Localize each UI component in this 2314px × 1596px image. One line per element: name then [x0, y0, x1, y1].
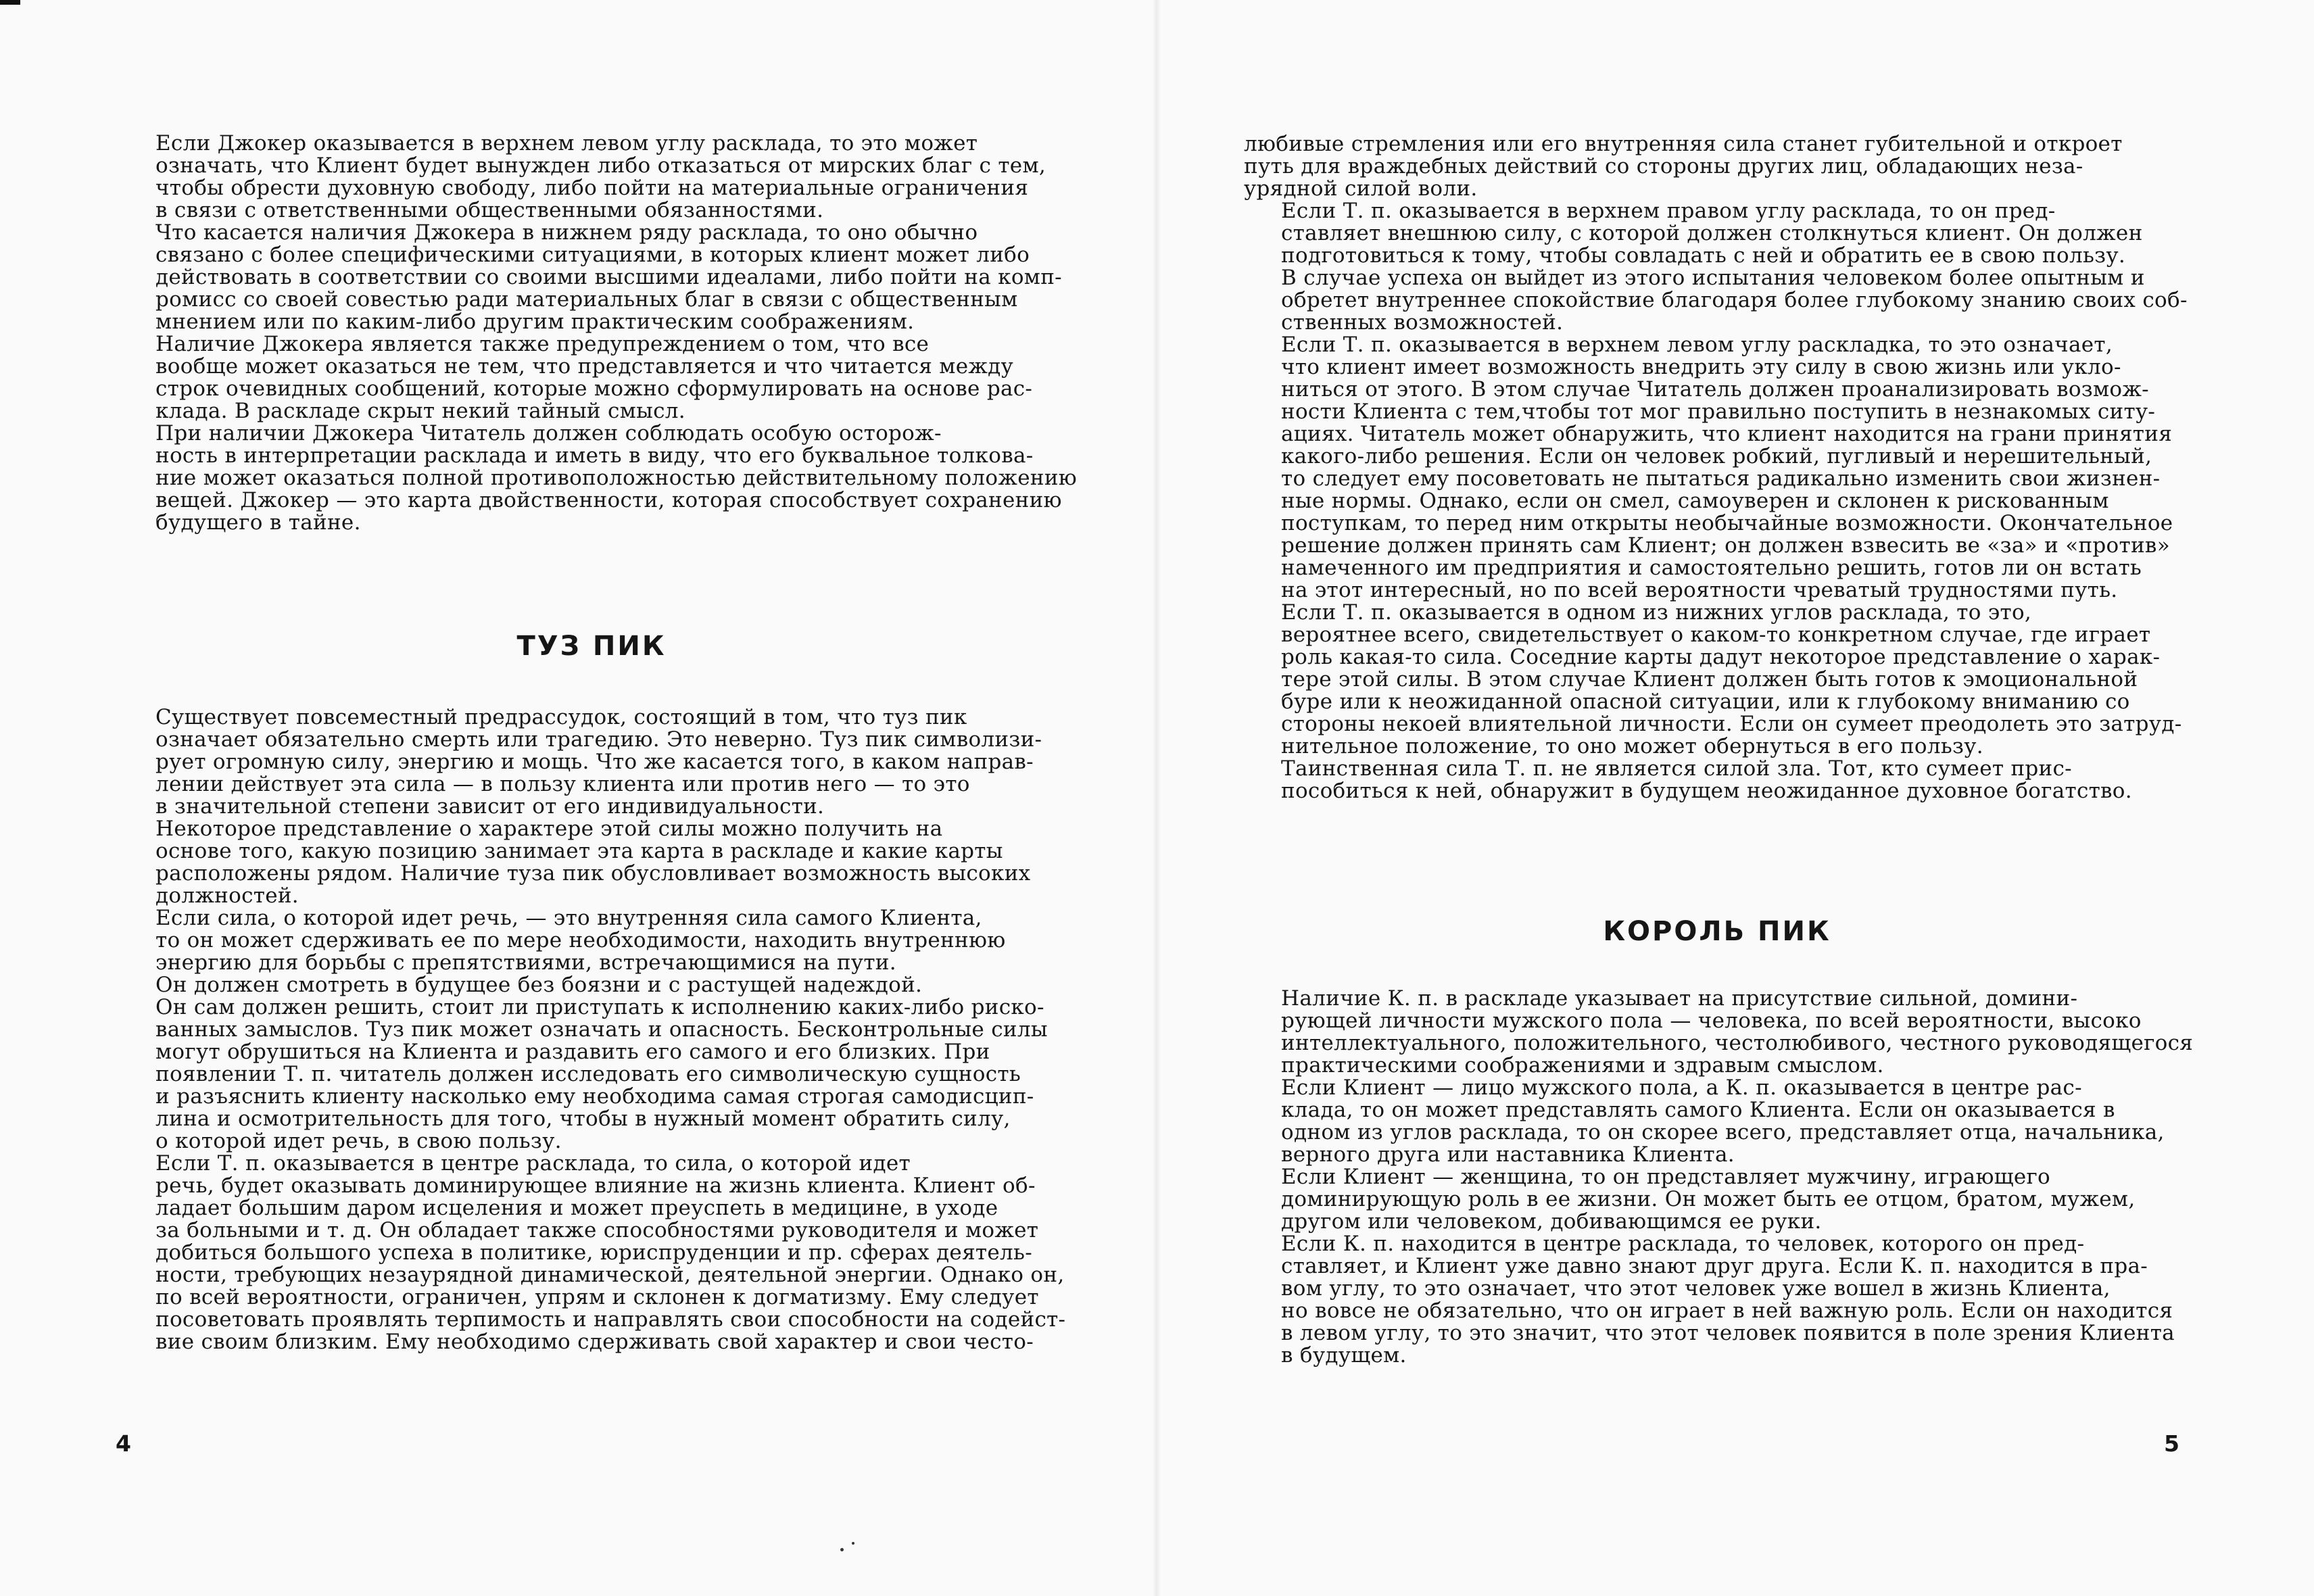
- page-number-left: 4: [116, 1430, 131, 1457]
- paragraph: [1244, 200, 2190, 334]
- text-line: доминирующую роль в ее жизни. Он может быть ее отцом, братом, мужем,: [1281, 1187, 2136, 1211]
- left-top-text: [118, 131, 1078, 535]
- text-line: решение должен принять сам Клиент; он должен взвесить ве «за» и «против»: [1281, 533, 2170, 558]
- text-line: какого-либо решения. Если он человек робкий, пугливый и нерешительный,: [1281, 444, 2152, 468]
- paragraph: [118, 1153, 1065, 1353]
- paragraph: [1244, 1233, 2190, 1367]
- text-line: Если Джокер оказывается в верхнем левом углу расклада, то это может: [155, 131, 978, 155]
- paragraph: [1244, 758, 2190, 802]
- text-line: энергию для борьбы с препятствиями, встречающимися на пути.: [155, 950, 896, 975]
- text-line: ациях. Читатель может обнаружить, что клиент находится на грани принятия: [1281, 422, 2173, 446]
- text-line: связано с более специфическими ситуациями, в которых клиент может либо: [155, 243, 1030, 267]
- text-line: по всей вероятности, ограничен, упрям и склонен к догматизму. Ему следует: [155, 1285, 1039, 1309]
- text-line: речь, будет оказывать доминирующее влияние на жизнь клиента. Клиент об-: [155, 1174, 1036, 1198]
- scan-speck: [840, 1548, 844, 1551]
- text-line: интеллектуального, положительного, честолюбивого, честного руководящегося: [1281, 1031, 2194, 1055]
- text-line: вероятнее всего, свидетельствует о каком-то конкретном случае, где играет: [1281, 623, 2151, 647]
- text-line: ставляет, и Клиент уже давно знают друг друга. Если К. п. находится в пра-: [1281, 1254, 2148, 1278]
- text-line: Если Т. п. оказывается в верхнем левом углу раскладка, то это означает,: [1281, 333, 2113, 357]
- text-line: Наличие Джокера является также предупреждением о том, что все: [155, 332, 930, 356]
- text-line: ние может оказаться полной противоположностью действительному положению: [155, 466, 1078, 490]
- paragraph: [118, 421, 1078, 535]
- text-line: Если Т. п. оказывается в одном из нижних углов расклада, то это,: [1281, 600, 2032, 625]
- text-line: должностей.: [155, 884, 299, 908]
- text-line: ные нормы. Однако, если он смел, самоуверен и склонен к рискованным: [1281, 489, 2109, 513]
- paragraph: [118, 974, 1065, 1153]
- text-line: появлении Т. п. читатель должен исследовать его символическую сущность: [155, 1062, 1021, 1086]
- text-line: за больными и т. д. Он обладает также способностями руководителя и может: [155, 1218, 1039, 1242]
- right-page: [1157, 0, 2314, 1596]
- text-line: о которой идет речь, в свою пользу.: [155, 1129, 562, 1153]
- text-line: поступкам, то перед ним открыты необычайные возможности. Окончательное: [1281, 511, 2173, 535]
- text-line: ставляет внешнюю силу, с которой должен столкнуться клиент. Он должен: [1281, 221, 2143, 245]
- text-line: буре или к неожиданной опасной ситуации, или к глубокому вниманию со: [1281, 690, 2130, 714]
- text-line: Таинственная сила Т. п. не является силой зла. Тот, кто сумеет прис-: [1281, 756, 2072, 781]
- text-line: означает обязательно смерть или трагедию. Это неверно. Туз пик символизи-: [155, 727, 1042, 752]
- text-line: могут обрушиться на Клиента и раздавить его самого и его близких. При: [155, 1040, 990, 1064]
- text-line: В случае успеха он выйдет из этого испытания человеком более опытным и: [1281, 266, 2145, 290]
- paragraph: [1244, 1166, 2190, 1233]
- text-line: ладает большим даром исцеления и может преуспеть в медицине, в уходе: [155, 1196, 998, 1220]
- text-line: одном из углов расклада, то он скорее всего, представляет отца, начальника,: [1281, 1120, 2165, 1144]
- text-line: посоветовать проявлять терпимость и направлять свои способности на содейст-: [155, 1307, 1066, 1332]
- text-line: любивые стремления или его внутренняя сила станет губительной и откроет: [1244, 132, 2123, 156]
- text-line: то он может сдерживать ее по мере необходимости, находить внутреннюю: [155, 928, 1006, 952]
- text-line: путь для враждебных действий со стороны других лиц, обладающих неза-: [1244, 154, 2083, 178]
- text-line: Если Клиент — женщина, то он представляет мужчину, играющего: [1281, 1165, 2051, 1189]
- section-heading-ace-of-spades: ТУЗ ПИК: [516, 631, 667, 662]
- text-line: роль какая-то сила. Соседние карты дадут некоторое представление о харак-: [1281, 645, 2161, 669]
- left-main-text: [118, 706, 1065, 1353]
- text-line: то следует ему посоветовать не пытаться радикально изменить свои жизнен-: [1281, 466, 2161, 491]
- text-line: Существует повсеместный предрассудок, состоящий в том, что туз пик: [155, 705, 967, 729]
- text-line: мнением или по каким-либо другим практическим соображениям.: [155, 310, 915, 334]
- text-line: будущего в тайне.: [155, 510, 361, 535]
- paragraph: [118, 333, 1065, 422]
- text-line: Некоторое представление о характере этой силы можно получить на: [155, 817, 943, 841]
- paragraph: [1244, 133, 2190, 200]
- text-line: вом углу, то это означает, что этот человек уже вошел в жизнь Клиента,: [1281, 1276, 2111, 1301]
- text-line: практическими соображениями и здравым смыслом.: [1281, 1053, 1884, 1078]
- text-line: ности, требующих незаурядной динамической, деятельной энергии. Однако он,: [155, 1263, 1065, 1287]
- text-line: клада, то он может представлять самого Клиента. Если он оказывается в: [1281, 1098, 2115, 1122]
- text-line: чтобы обрести духовную свободу, либо пойти на материальные ограничения: [155, 176, 1029, 200]
- text-line: Он сам должен решить, стоит ли приступать к исполнению каких-либо риско-: [155, 995, 1044, 1019]
- text-line: лина и осмотрительность для того, чтобы в нужный момент обратить силу,: [155, 1107, 1011, 1131]
- text-line: верного друга или наставника Клиента.: [1281, 1142, 1735, 1167]
- text-line: и разъяснить клиенту насколько ему необходима самая строгая самодисцип-: [155, 1084, 1034, 1109]
- text-line: подготовиться к тому, чтобы совладать с ней и обратить ее в свою пользу.: [1281, 243, 2126, 268]
- text-line: вообще может оказаться не тем, что представляется и что читается между: [155, 354, 1014, 379]
- text-line: намеченного им предприятия и самостоятельно решить, готов ли он встать: [1281, 556, 2142, 580]
- text-line: вещей. Джокер — это карта двойственности, которая способствует сохранению: [155, 488, 1062, 512]
- text-line: в значительной степени зависит от его индивидуальности.: [155, 794, 825, 819]
- section-heading-king-of-spades: КОРОЛЬ ПИК: [1603, 916, 1831, 947]
- text-line: основе того, какую позицию занимает эта карта в раскладе и какие карты: [155, 839, 1003, 863]
- text-line: При наличии Джокера Читатель должен соблюдать особую осторож-: [155, 421, 942, 445]
- text-line: означать, что Клиент будет вынужден либо отказаться от мирских благ с тем,: [155, 153, 1046, 178]
- scan-corner-mark: [0, 0, 20, 5]
- page-number-right: 5: [2164, 1430, 2179, 1457]
- text-line: ванных замыслов. Туз пик может означать и опасность. Бесконтрольные силы: [155, 1017, 1048, 1042]
- text-line: в связи с ответственными общественными обязанностями.: [155, 198, 824, 222]
- text-line: Он должен смотреть в будущее без боязни и с растущей надеждой.: [155, 973, 923, 997]
- text-line: ромисс со своей совестью ради материальных благ в связи с общественным: [155, 287, 1018, 312]
- text-line: ниться от этого. В этом случае Читатель должен проанализировать возмож-: [1281, 377, 2149, 402]
- text-line: Если Клиент — лицо мужского пола, а К. п. оказывается в центре рас-: [1281, 1075, 2082, 1100]
- text-line: Если Т. п. оказывается в центре расклада, то сила, о которой идет: [155, 1151, 911, 1176]
- paragraph: [1244, 1077, 2190, 1166]
- right-top-text: [1244, 133, 2190, 802]
- text-line: рует огромную силу, энергию и мощь. Что же касается того, в каком направ-: [155, 750, 1034, 774]
- text-line: Если Т. п. оказывается в верхнем правом углу расклада, то он пред-: [1281, 199, 2056, 223]
- text-line: Наличие К. п. в раскладе указывает на присутствие сильной, домини-: [1281, 986, 2078, 1011]
- text-line: обретет внутреннее спокойствие благодаря более глубокому знанию своих соб-: [1281, 288, 2188, 312]
- text-line: Что касается наличия Джокера в нижнем ряду расклада, то оно обычно: [155, 220, 978, 245]
- text-line: строк очевидных сообщений, которые можно сформулировать на основе рас-: [155, 377, 1033, 401]
- text-line: что клиент имеет возможность внедрить эту силу в свою жизнь или укло-: [1281, 355, 2121, 379]
- text-line: ность в интерпретации расклада и иметь в виду, что его буквальное толкова-: [155, 443, 1034, 468]
- text-line: Если сила, о которой идет речь, — это внутренняя сила самого Клиента,: [155, 906, 982, 930]
- paragraph: [1244, 986, 2194, 1078]
- text-line: на этот интересный, но по всей вероятности чреватый трудностями путь.: [1281, 578, 2118, 602]
- text-line: нительное положение, то оно может обернуться в его пользу.: [1281, 734, 1983, 758]
- paragraph: [118, 706, 1065, 818]
- text-line: клада. В раскладе скрыт некий тайный смысл.: [155, 399, 685, 423]
- paragraph: [1244, 602, 2190, 758]
- text-line: вие своим близким. Ему необходимо сдерживать свой характер и свои често-: [155, 1330, 1034, 1354]
- text-line: тере этой силы. В этом случае Клиент должен быть готов к эмоциональной: [1281, 667, 2138, 692]
- text-line: лении действует эта сила — в пользу клиента или против него — то это: [155, 772, 970, 796]
- text-line: действовать в соответствии со своими высшими идеалами, либо пойти на комп-: [155, 265, 1062, 289]
- text-line: ности Клиента с тем,чтобы тот мог правильно поступить в незнакомых ситу-: [1281, 400, 2156, 424]
- scan-speck: [852, 1542, 854, 1545]
- text-line: расположены рядом. Наличие туза пик обусловливает возможность высоких: [155, 861, 1031, 886]
- text-line: рующей личности мужского пола — человека, по всей вероятности, высоко: [1281, 1009, 2142, 1033]
- text-line: в будущем.: [1281, 1343, 1407, 1368]
- text-line: стороны некоей влиятельной личности. Если он сумеет преодолеть это затруд-: [1281, 712, 2182, 736]
- text-line: пособиться к ней, обнаружит в будущем неожиданное духовное богатство.: [1281, 779, 2132, 803]
- paragraph: [118, 222, 1065, 333]
- paragraph: [118, 907, 1065, 974]
- right-main-text: [1244, 986, 2194, 1368]
- text-line: Если К. п. находится в центре расклада, то человек, которого он пред-: [1281, 1232, 2085, 1256]
- text-line: добиться большого успеха в политике, юриспруденции и пр. сферах деятель-: [155, 1240, 1032, 1265]
- paragraph: [118, 818, 1065, 907]
- text-line: ственных возможностей.: [1281, 310, 1564, 335]
- text-line: но вовсе не обязательно, что он играет в ней важную роль. Если он находится: [1281, 1299, 2173, 1323]
- text-line: урядной силой воли.: [1244, 176, 1478, 201]
- paragraph: [1244, 334, 2190, 602]
- text-line: в левом углу, то это значит, что этот человек появится в поле зрения Клиента: [1281, 1321, 2175, 1345]
- text-line: другом или человеком, добивающимся ее руки.: [1281, 1209, 1822, 1234]
- paragraph: [118, 132, 1065, 222]
